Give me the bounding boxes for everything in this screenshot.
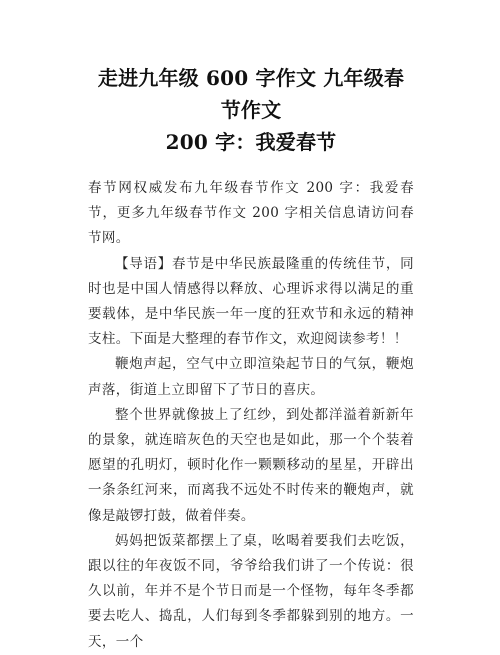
document-title bbox=[88, 62, 414, 158]
body-paragraph-firecrackers: 鞭炮声起，空气中立即渲染起节日的气氛，鞭炮声落，街道上立即留下了节日的喜庆。 bbox=[88, 356, 414, 398]
document-title-line-1: 走进九年级 600 字作文 九年级春节作文 bbox=[97, 66, 405, 122]
intro-paragraph: 春节网权威发布九年级春节作文 200 字：我爱春节，更多九年级春节作文 200 字相关信息请访问春节网。 bbox=[88, 180, 414, 247]
document-body bbox=[88, 176, 414, 655]
body-paragraph-red-gauze: 整个世界就像披上了红纱，到处都洋溢着新新年的景象，就连暗灰色的天空也是如此，那一个个装着愿望的孔明灯，顿时化作一颗颗移动的星星，开辟出一条条红河来，而离我不远处不时传来的鞭炮声，就像是敲锣打鼓，做着伴奏。 bbox=[88, 406, 414, 524]
body-paragraph-new-year-dinner: 妈妈把饭菜都摆上了桌，吆喝着要我们去吃饭，跟以往的年夜饭不同，爷爷给我们讲了一个传说：很久以前，年并不是个节日而是一个怪物，每年冬季都要去吃人、捣乱，人们每到冬季都躲到别的地方。一天，一个 bbox=[88, 532, 414, 650]
guide-paragraph: 【导语】春节是中华民族最隆重的传统佳节，同时也是中国人情感得以释放、心理诉求得以满足的重要载体，是中华民族一年一度的狂欢节和永远的精神支柱。下面是大整理的春节作文，欢迎阅读参考！！ bbox=[88, 255, 414, 348]
document-title-line-2: 200 字：我爱春节 bbox=[165, 130, 337, 154]
